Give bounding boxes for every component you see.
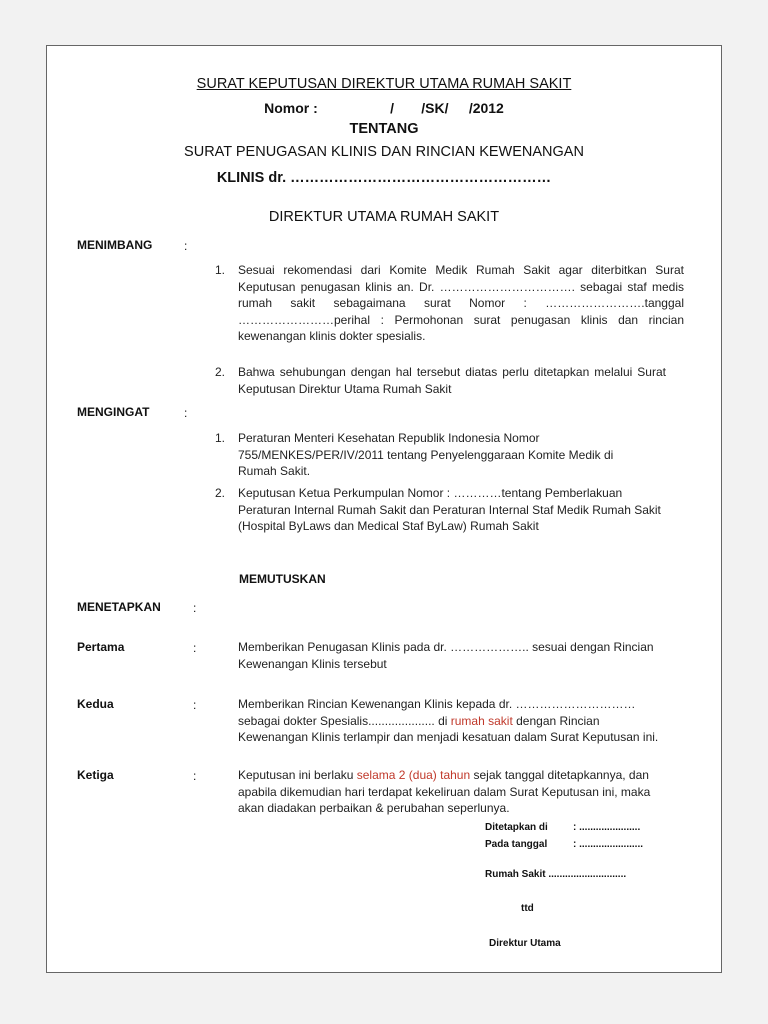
kedua-line-2 [238, 713, 658, 730]
nomor-label: Nomor : [264, 100, 318, 116]
pada-tanggal-label: Pada tanggal [485, 839, 548, 850]
menimbang-item-2-number: 2. [215, 365, 226, 379]
ttd-mark: ttd [521, 903, 534, 914]
pertama-line-1: Memberikan Penugasan Klinis pada dr. ……………….. sesuai dengan Rincian [238, 640, 654, 654]
nomor-slash: / [390, 100, 394, 116]
nomor-sk: /SK/ [421, 100, 449, 116]
document-page [46, 45, 722, 973]
ketiga-line-2: apabila dikemudian hari terdapat kekeliruan dalam Surat Keputusan ini, maka [238, 784, 651, 799]
ketiga-highlight-duration: selama 2 (dua) tahun [356, 768, 471, 782]
subject-line-2: KLINIS dr. ……………………………………………… [216, 170, 552, 186]
pada-tanggal-value: : ....................... [573, 839, 644, 850]
mengingat-item-1-number: 1. [215, 431, 226, 445]
kedua-highlight-rumah-sakit: rumah sakit [450, 713, 513, 728]
document-title: SURAT KEPUTUSAN DIREKTUR UTAMA RUMAH SAKIT [196, 76, 572, 92]
ketiga-line-1-a: Keputusan ini berlaku [238, 768, 357, 782]
mengingat-item-2-text [238, 485, 661, 535]
mengingat-item-1-text [238, 430, 613, 480]
menimbang-item-1-text: Sesuai rekomendasi dari Komite Medik Rumah Sakit agar diterbitkan Surat Keputusan penugasan klinis an. Dr. ……………………………. sebagai staf medis rumah sakit sebagaimana surat Nomor : …………………….tanggal ……………………perihal : Permohonan surat penugasan klinis dan rincian kewenangan klinis dokter spesialis. [238, 263, 684, 343]
ketiga-label: Ketiga [77, 768, 114, 782]
director-signature-title: Direktur Utama [489, 938, 561, 949]
tentang-heading: TENTANG [349, 121, 419, 137]
menimbang-item-2-text: Bahwa sehubungan dengan hal tersebut diatas perlu ditetapkan melalui Surat Keputusan Direktur Utama Rumah Sakit [238, 365, 666, 396]
subject-line-1: SURAT PENUGASAN KLINIS DAN RINCIAN KEWENANGAN [184, 144, 584, 160]
director-heading: DIREKTUR UTAMA RUMAH SAKIT [268, 209, 500, 225]
mengingat-item-2-number: 2. [215, 486, 226, 500]
ketiga-line-1 [238, 767, 650, 784]
mengingat-colon: : [184, 406, 188, 420]
pertama-colon: : [193, 641, 197, 655]
pertama-line-2: Kewenangan Klinis tersebut [238, 656, 387, 671]
mengingat-label: MENGINGAT [77, 405, 150, 419]
memutuskan-heading: MEMUTUSKAN [239, 572, 326, 586]
menetapkan-colon: : [193, 601, 197, 615]
ketiga-text [238, 767, 650, 817]
kedua-colon: : [193, 698, 197, 712]
mengingat-item-1-line-1: Peraturan Menteri Kesehatan Republik Indonesia Nomor [238, 431, 540, 445]
ketiga-colon: : [193, 769, 197, 783]
menimbang-colon: : [184, 239, 188, 253]
mengingat-item-1-line-2: 755/MENKES/PER/IV/2011 tentang Penyelenggaraan Komite Medik di [238, 447, 614, 462]
pertama-label: Pertama [77, 640, 125, 654]
menetapkan-label: MENETAPKAN [77, 600, 161, 614]
rumah-sakit-line: Rumah Sakit ............................ [485, 869, 627, 880]
nomor-year: /2012 [468, 100, 504, 116]
pertama-text [238, 639, 654, 672]
kedua-line-2-a: sebagai dokter Spesialis.................... di [238, 713, 451, 728]
kedua-line-1: Memberikan Rincian Kewenangan Klinis kepada dr. ………………………… [238, 697, 636, 711]
menimbang-item-1-number: 1. [215, 263, 226, 277]
kedua-line-2-b: dengan Rincian [512, 713, 600, 728]
ditetapkan-label: Ditetapkan di [485, 822, 548, 833]
kedua-text [238, 696, 658, 746]
mengingat-item-2-line-3: (Hospital ByLaws dan Medical Staf ByLaw) Rumah Sakit [238, 519, 539, 533]
ditetapkan-value: : ...................... [573, 822, 641, 833]
mengingat-item-2-line-1: Keputusan Ketua Perkumpulan Nomor : …………tentang Pemberlakuan [238, 486, 623, 500]
menimbang-label: MENIMBANG [77, 238, 153, 252]
document-number [47, 100, 721, 116]
kedua-label: Kedua [77, 697, 114, 711]
kedua-line-3: Kewenangan Klinis terlampir dan menjadi kesatuan dalam Surat Keputusan ini. [238, 730, 659, 744]
ketiga-line-3: akan diadakan perbaikan & perubahan seperlunya. [238, 801, 510, 815]
ketiga-line-1-b: sejak tanggal ditetapkannya, dan [470, 768, 649, 782]
mengingat-item-2-line-2: Peraturan Internal Rumah Sakit dan Peraturan Internal Staf Medik Rumah Sakit [238, 502, 661, 517]
mengingat-item-1-line-3: Rumah Sakit. [238, 464, 311, 478]
